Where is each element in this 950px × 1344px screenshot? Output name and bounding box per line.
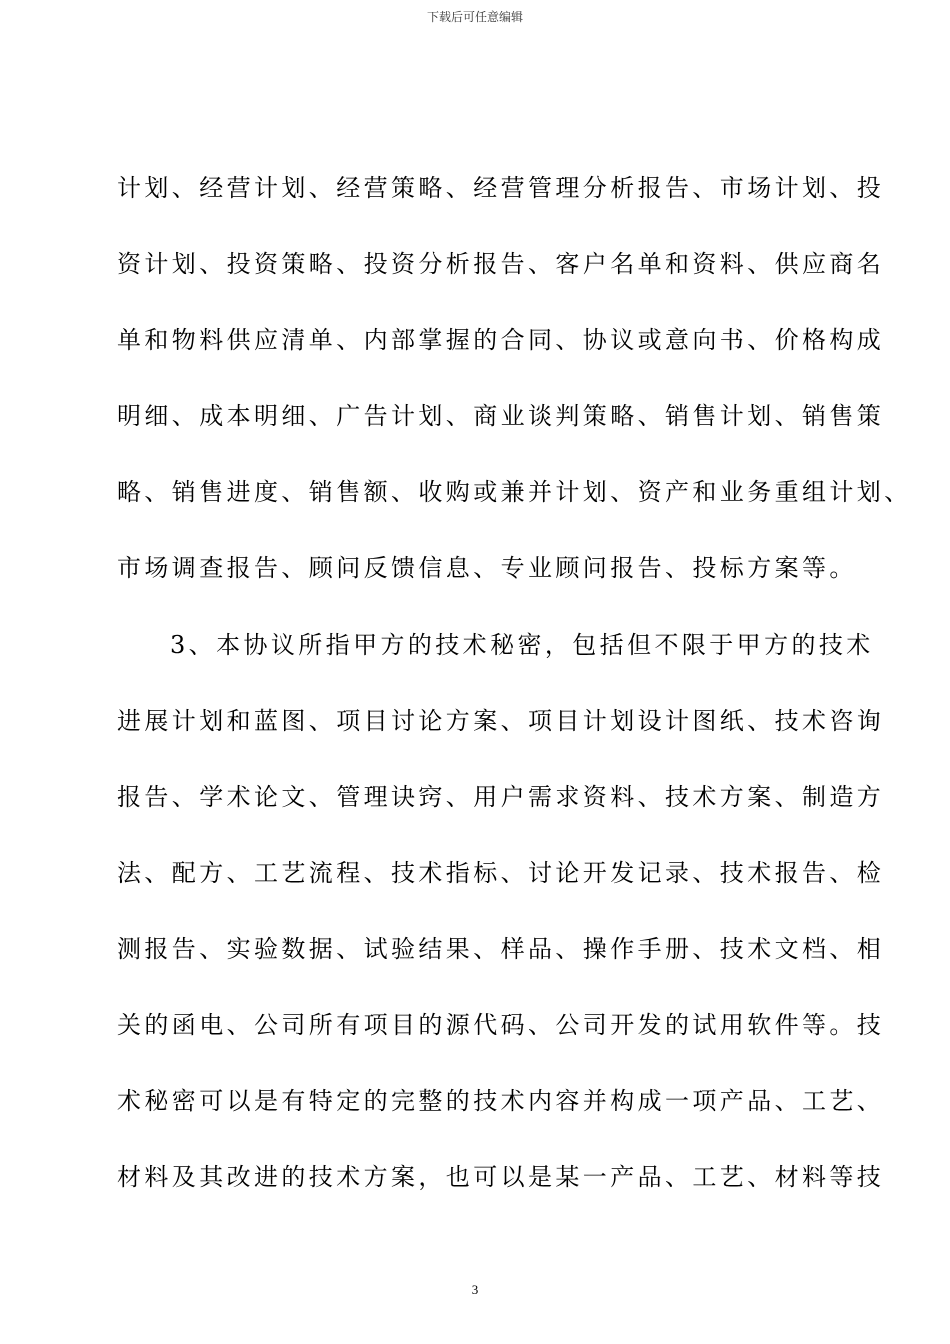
text-line: 测报告、实验数据、试验结果、样品、操作手册、技术文档、相 <box>117 934 885 963</box>
text-line: 市场调查报告、顾问反馈信息、专业顾问报告、投标方案等。 <box>117 554 857 583</box>
text-line: 关的函电、公司所有项目的源代码、公司开发的试用软件等。技 <box>117 1011 885 1040</box>
page-number: 3 <box>471 1282 479 1297</box>
text-line: 资计划、投资策略、投资分析报告、客户名单和资料、供应商名 <box>117 250 885 279</box>
body-text <box>117 150 912 1215</box>
text-line: 明细、成本明细、广告计划、商业谈判策略、销售计划、销售策 <box>117 402 885 431</box>
text-line: 进展计划和蓝图、项目讨论方案、项目计划设计图纸、技术咨询 <box>117 706 885 735</box>
paragraph-start-line: 3、本协议所指甲方的技术秘密，包括但不限于甲方的技术 <box>170 630 874 659</box>
text-line: 术秘密可以是有特定的完整的技术内容并构成一项产品、工艺、 <box>117 1087 885 1116</box>
text-line: 计划、经营计划、经营策略、经营管理分析报告、市场计划、投 <box>117 174 885 202</box>
page-header: 下载后可任意编辑 <box>426 10 523 24</box>
text-line: 法、配方、工艺流程、技术指标、讨论开发记录、技术报告、检 <box>117 858 885 887</box>
text-line: 单和物料供应清单、内部掌握的合同、协议或意向书、价格构成 <box>117 326 885 355</box>
text-line: 报告、学术论文、管理诀窍、用户需求资料、技术方案、制造方 <box>117 782 885 811</box>
text-line: 材料及其改进的技术方案，也可以是某一产品、工艺、材料等技 <box>117 1163 885 1192</box>
text-line: 略、销售进度、销售额、收购或兼并计划、资产和业务重组计划、 <box>117 478 912 507</box>
